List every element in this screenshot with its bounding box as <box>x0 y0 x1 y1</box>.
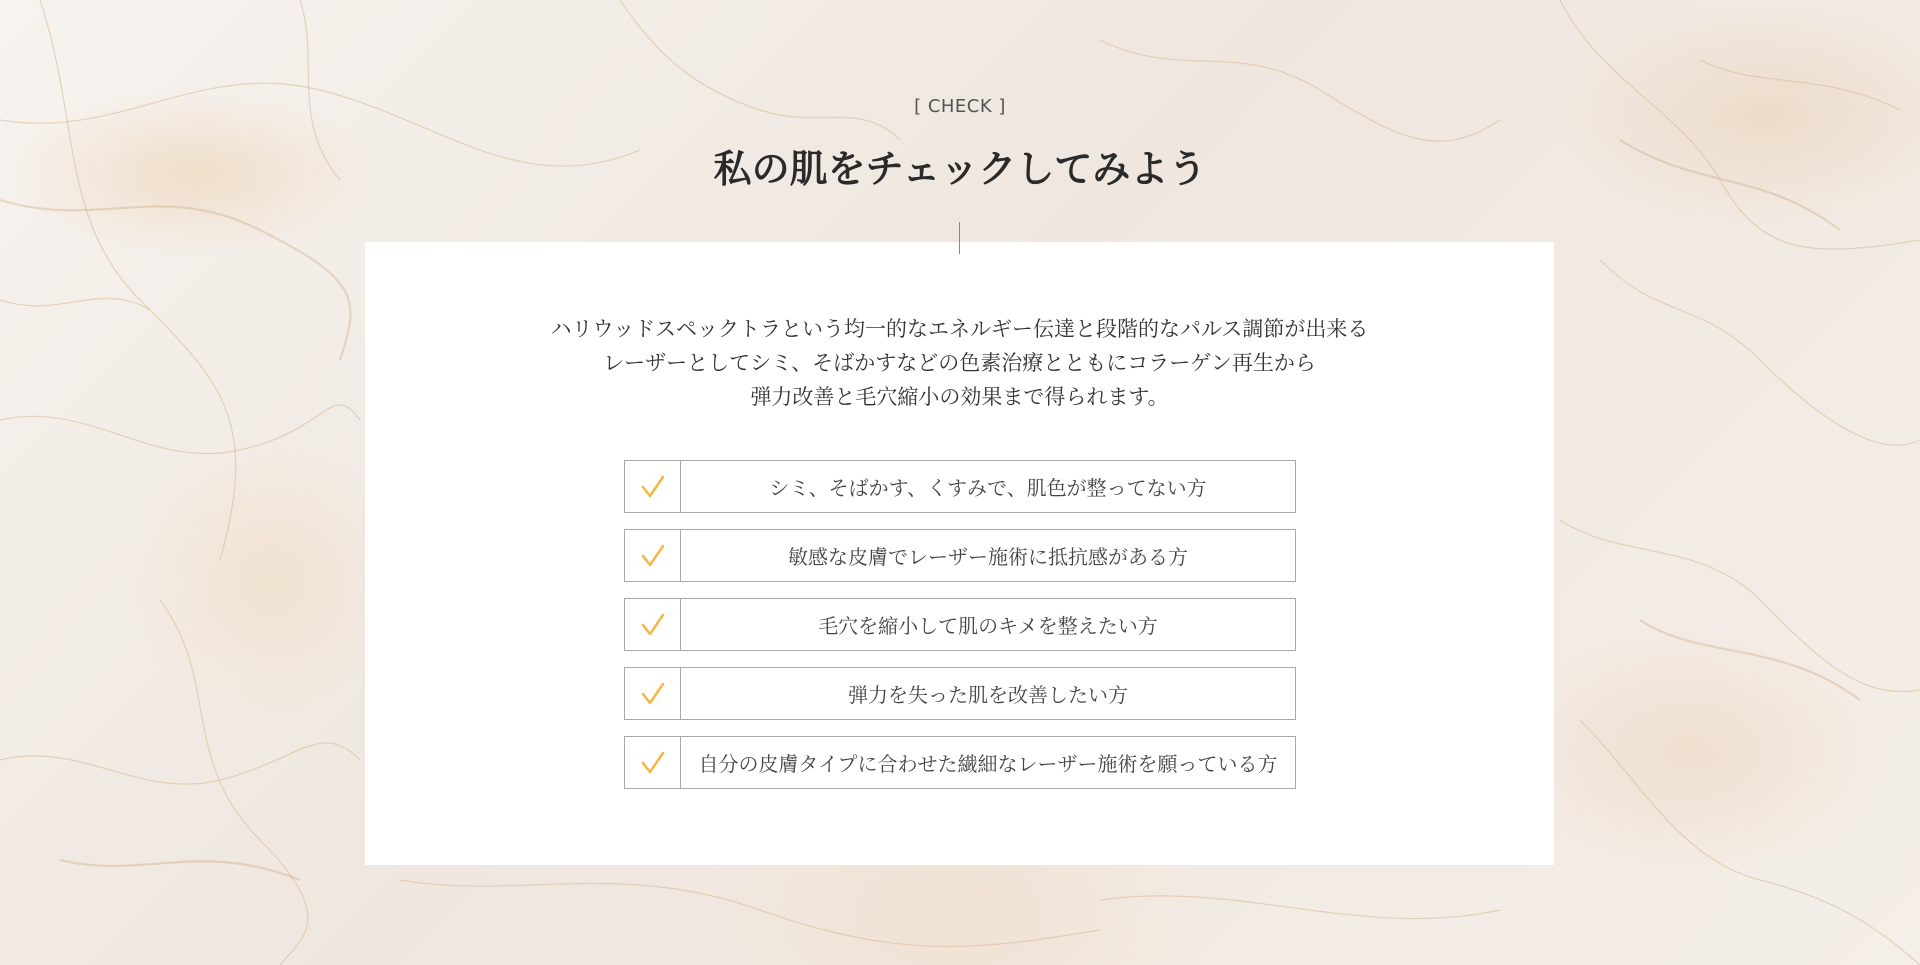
description-line: レーザーとしてシミ、そばかすなどの色素治療とともにコラーゲン再生から <box>603 351 1316 375</box>
vertical-divider <box>959 222 960 254</box>
checkmark-icon <box>640 750 666 776</box>
description-text <box>365 312 1554 414</box>
description-line: 弾力改善と毛穴縮小の効果まで得られます。 <box>750 385 1169 409</box>
checkmark-icon <box>640 681 666 707</box>
check-list-item[interactable] <box>624 667 1296 720</box>
checkmark-icon <box>640 474 666 500</box>
check-list-item[interactable] <box>624 736 1296 789</box>
checkbox[interactable] <box>625 668 681 719</box>
checkbox[interactable] <box>625 599 681 650</box>
check-item-label: シミ、そばかす、くすみで、肌色が整ってない方 <box>769 476 1207 500</box>
check-item-label: 自分の皮膚タイプに合わせた繊細なレーザー施術を願っている方 <box>698 752 1278 776</box>
section-title: 私の肌をチェックしてみよう <box>713 147 1207 191</box>
description-line: ハリウッドスペックトラという均一的なエネルギー伝達と段階的なパルス調節が出来る <box>550 317 1369 341</box>
checkbox[interactable] <box>625 461 681 512</box>
check-list-item[interactable] <box>624 460 1296 513</box>
checkmark-icon <box>640 543 666 569</box>
check-list-item[interactable] <box>624 598 1296 651</box>
check-item-label: 敏感な皮膚でレーザー施術に抵抗感がある方 <box>788 545 1188 569</box>
checkbox[interactable] <box>625 530 681 581</box>
check-list <box>624 460 1296 805</box>
checkmark-icon <box>640 612 666 638</box>
content-card <box>365 242 1554 865</box>
checkbox[interactable] <box>625 737 681 788</box>
check-item-label: 弾力を失った肌を改善したい方 <box>848 683 1128 707</box>
section-eyebrow: [ CHECK ] <box>914 96 1006 117</box>
check-item-label: 毛穴を縮小して肌のキメを整えたい方 <box>818 614 1158 638</box>
check-list-item[interactable] <box>624 529 1296 582</box>
